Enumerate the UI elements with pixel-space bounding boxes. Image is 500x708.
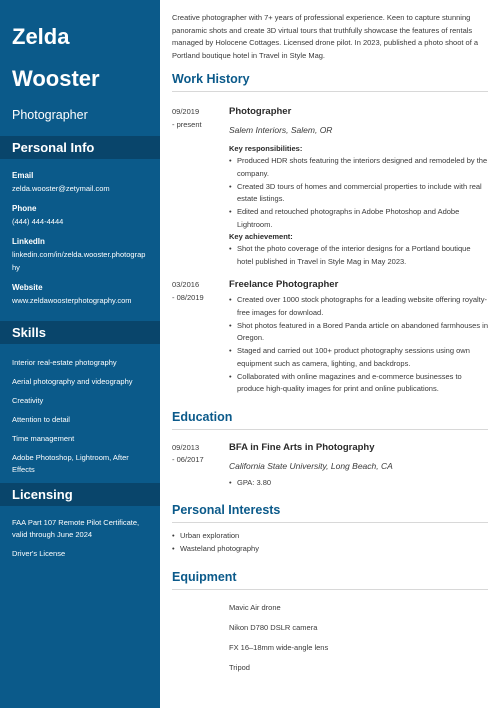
phone-value[interactable]: (444) 444-4444 bbox=[12, 217, 64, 226]
responsibilities-list bbox=[229, 155, 488, 231]
achievement-label: Key achievement: bbox=[229, 232, 293, 241]
license-item: FAA Part 107 Remote Pilot Certificate, valid through June 2024 bbox=[12, 518, 140, 539]
bullet-item: • Shot the photo coverage of the interior designs for a Portland boutique hotel published in Travel in Style Mag in May 2023. bbox=[229, 243, 488, 268]
achievement-list bbox=[229, 243, 488, 268]
skill-item: Time management bbox=[12, 434, 75, 443]
skill-item: Interior real-estate photography bbox=[12, 358, 117, 367]
education-details bbox=[229, 477, 488, 490]
website-value[interactable]: www.zeldawoosterphotography.com bbox=[12, 296, 132, 305]
bullet-item: • Created over 1000 stock photographs for a leading website offering royalty-free images for download. bbox=[229, 294, 488, 319]
interests-heading: Personal Interests bbox=[172, 503, 488, 523]
personal-info bbox=[0, 159, 160, 307]
degree: BFA in Fine Arts in Photography bbox=[229, 441, 375, 453]
education-heading: Education bbox=[172, 410, 488, 430]
website-label: Website bbox=[12, 283, 43, 292]
interest-item: • Urban exploration bbox=[172, 530, 488, 543]
equipment-heading: Equipment bbox=[172, 570, 488, 590]
equipment-item: FX 16–18mm wide-angle lens bbox=[229, 642, 329, 652]
candidate-name bbox=[0, 0, 160, 100]
job-dates bbox=[172, 106, 224, 131]
skill-item: Aerial photography and videography bbox=[12, 377, 133, 386]
education-start-date: 09/2013 bbox=[172, 442, 200, 452]
bullet-item: • Staged and carried out 100+ product photography sessions using own equipment such as camera, lighting, and backdrops. bbox=[229, 345, 488, 370]
job-title: Photographer bbox=[12, 108, 88, 122]
job-start-date: 09/2019 bbox=[172, 107, 200, 116]
bullet-item: • Shot photos featured in a Bored Panda article on abandoned farmhouses in Oregon. bbox=[229, 320, 488, 345]
personal-info-heading: Personal Info bbox=[0, 136, 160, 159]
interest-item: • Wasteland photography bbox=[172, 543, 488, 556]
last-name: Wooster bbox=[12, 66, 100, 91]
main-content bbox=[172, 0, 488, 708]
licensing-heading: Licensing bbox=[0, 483, 160, 506]
work-history-heading: Work History bbox=[172, 72, 488, 92]
education-entry bbox=[172, 442, 488, 490]
gpa: • GPA: 3.80 bbox=[229, 477, 488, 490]
job-entry bbox=[172, 106, 488, 268]
skill-item: Attention to detail bbox=[12, 415, 70, 424]
license-item: Driver's License bbox=[12, 549, 66, 558]
job-dates bbox=[172, 279, 224, 304]
job-end-date: - present bbox=[172, 119, 202, 129]
bullet-item: • Collaborated with online magazines and e-commerce businesses to produce high-quality images for print and online publications. bbox=[229, 371, 488, 396]
job-start-date: 03/2016 bbox=[172, 280, 200, 289]
job-company: Salem Interiors, Salem, OR bbox=[229, 125, 333, 135]
linkedin-label: LinkedIn bbox=[12, 237, 45, 246]
education-dates bbox=[172, 442, 224, 467]
responsibilities-list bbox=[229, 294, 488, 396]
skills-list bbox=[0, 344, 160, 476]
equipment-item: Mavic Air drone bbox=[229, 602, 281, 612]
equipment-item: Tripod bbox=[229, 662, 250, 672]
skill-item: Adobe Photoshop, Lightroom, After Effects bbox=[12, 453, 129, 474]
first-name: Zelda bbox=[12, 24, 70, 49]
equipment-list bbox=[172, 598, 488, 678]
school: California State University, Long Beach, CA bbox=[229, 460, 393, 471]
job-end-date: - 08/2019 bbox=[172, 292, 204, 302]
phone-label: Phone bbox=[12, 204, 37, 213]
equipment-item: Nikon D780 DSLR camera bbox=[229, 622, 318, 632]
linkedin-value[interactable]: linkedin.com/in/zelda.wooster.photography bbox=[12, 250, 146, 272]
sidebar bbox=[0, 0, 160, 708]
job-position: Freelance Photographer bbox=[229, 279, 339, 290]
bullet-item: • Created 3D tours of homes and commercial properties to include with real estate listings. bbox=[229, 181, 488, 206]
email-value[interactable]: zelda.wooster@zetymail.com bbox=[12, 184, 110, 193]
skill-item: Creativity bbox=[12, 396, 44, 405]
responsibilities-label: Key responsibilities: bbox=[229, 144, 303, 153]
bullet-item: • Edited and retouched photographs in Adobe Photoshop and Adobe Lightroom. bbox=[229, 206, 488, 231]
education-end-date: - 06/2017 bbox=[172, 455, 204, 464]
job-position: Photographer bbox=[229, 106, 292, 117]
interests-list bbox=[172, 530, 488, 556]
bullet-item: • Produced HDR shots featuring the interiors designed and remodeled by the company. bbox=[229, 155, 488, 180]
email-label: Email bbox=[12, 171, 34, 180]
job-entry bbox=[172, 279, 488, 396]
licensing-list bbox=[0, 506, 160, 560]
skills-heading: Skills bbox=[0, 321, 160, 344]
profile-summary: Creative photographer with 7+ years of professional experience. Keen to capture stunning panoramic shots and create 3D virtual tours that truthfully showcase the features of rentals managed by Holocene Cottages. Licensed drone pilot. In 2023, published a photo shoot of a Portland boutique hotel in Travel in Style Mag. bbox=[172, 13, 479, 60]
